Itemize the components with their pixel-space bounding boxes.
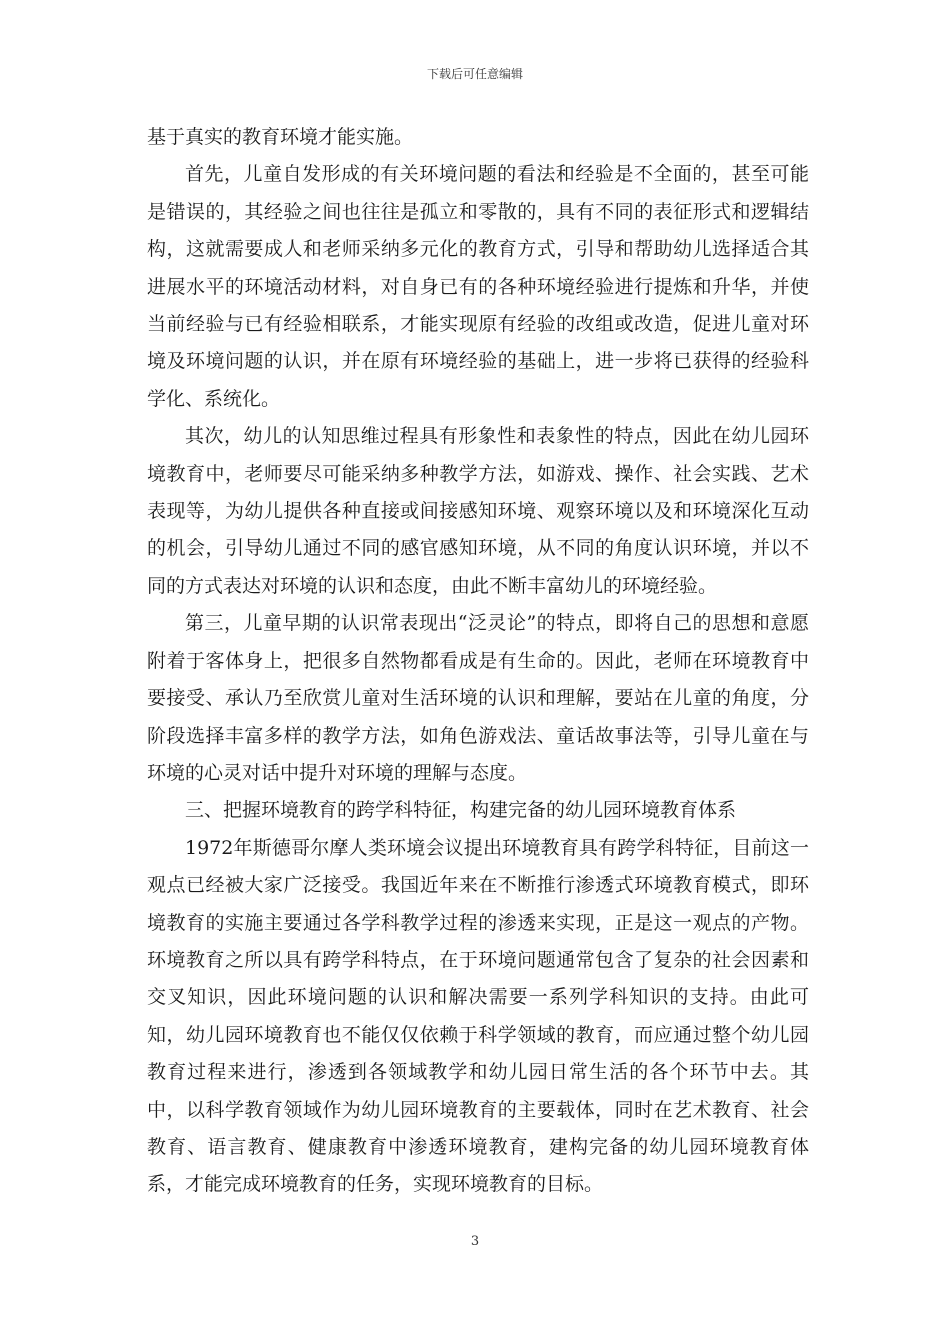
paragraph-interdisciplinary: 1972年斯德哥尔摩人类环境会议提出环境教育具有跨学科特征，目前这一观点已经被大家广泛接受。我国近年来在不断推行渗透式环境教育模式，即环境教育的实施主要通过各学科教学过程的渗透来实现，正是这一观点的产物。环境教育之所以具有跨学科特点，在于环境问题通常包含了复杂的社会因素和交叉知识，因此环境问题的认识和解决需要一系列学科知识的支持。由此可知，幼儿园环境教育也不能仅仅依赖于科学领域的教育，而应通过整个幼儿园教育过程来进行，渗透到各领域教学和幼儿园日常生活的各个环节中去。其中，以科学教育领域作为幼儿园环境教育的主要载体，同时在艺术教育、社会教育、语言教育、健康教育中渗透环境教育，建构完备的幼儿园环境教育体系，才能完成环境教育的任务，实现环境教育的目标。: [147, 836, 809, 1196]
document-body: [147, 119, 809, 1204]
paragraph-first-point: 首先，儿童自发形成的有关环境问题的看法和经验是不全面的，甚至可能是错误的，其经验之间也往往是孤立和零散的，具有不同的表征形式和逻辑结构，这就需要成人和老师采纳多元化的教育方式，引导和帮助幼儿选择适合其进展水平的环境活动材料，对自身已有的各种环境经验进行提炼和升华，并使当前经验与已有经验相联系，才能实现原有经验的改组或改造，促进儿童对环境及环境问题的认识，并在原有环境经验的基础上，进一步将已获得的经验科学化、系统化。: [147, 163, 809, 410]
paragraph-second-point: 其次，幼儿的认知思维过程具有形象性和表象性的特点，因此在幼儿园环境教育中，老师要尽可能采纳多种教学方法，如游戏、操作、社会实践、艺术表现等，为幼儿提供各种直接或间接感知环境、观察环境以及和环境深化互动的机会，引导幼儿通过不同的感官感知环境，从不同的角度认识环境，并以不同的方式表达对环境的认识和态度，由此不断丰富幼儿的环境经验。: [147, 425, 809, 597]
page-header: 下载后可任意编辑: [426, 67, 523, 81]
paragraph-continuation: 基于真实的教育环境才能实施。: [147, 126, 414, 148]
paragraph-third-point: 第三，儿童早期的认识常表现出“泛灵论”的特点，即将自己的思想和意愿附着于客体身上，把很多自然物都看成是有生命的。因此，老师在环境教育中要接受、承认乃至欣赏儿童对生活环境的认识和理解，要站在儿童的角度，分阶段选择丰富多样的教学方法，如角色游戏法、童话故事法等，引导儿童在与环境的心灵对话中提升对环境的理解与态度。: [147, 612, 809, 784]
page-number: 3: [470, 1234, 480, 1249]
section-heading-three: 三、把握环境教育的跨学科特征，构建完备的幼儿园环境教育体系: [185, 799, 737, 822]
